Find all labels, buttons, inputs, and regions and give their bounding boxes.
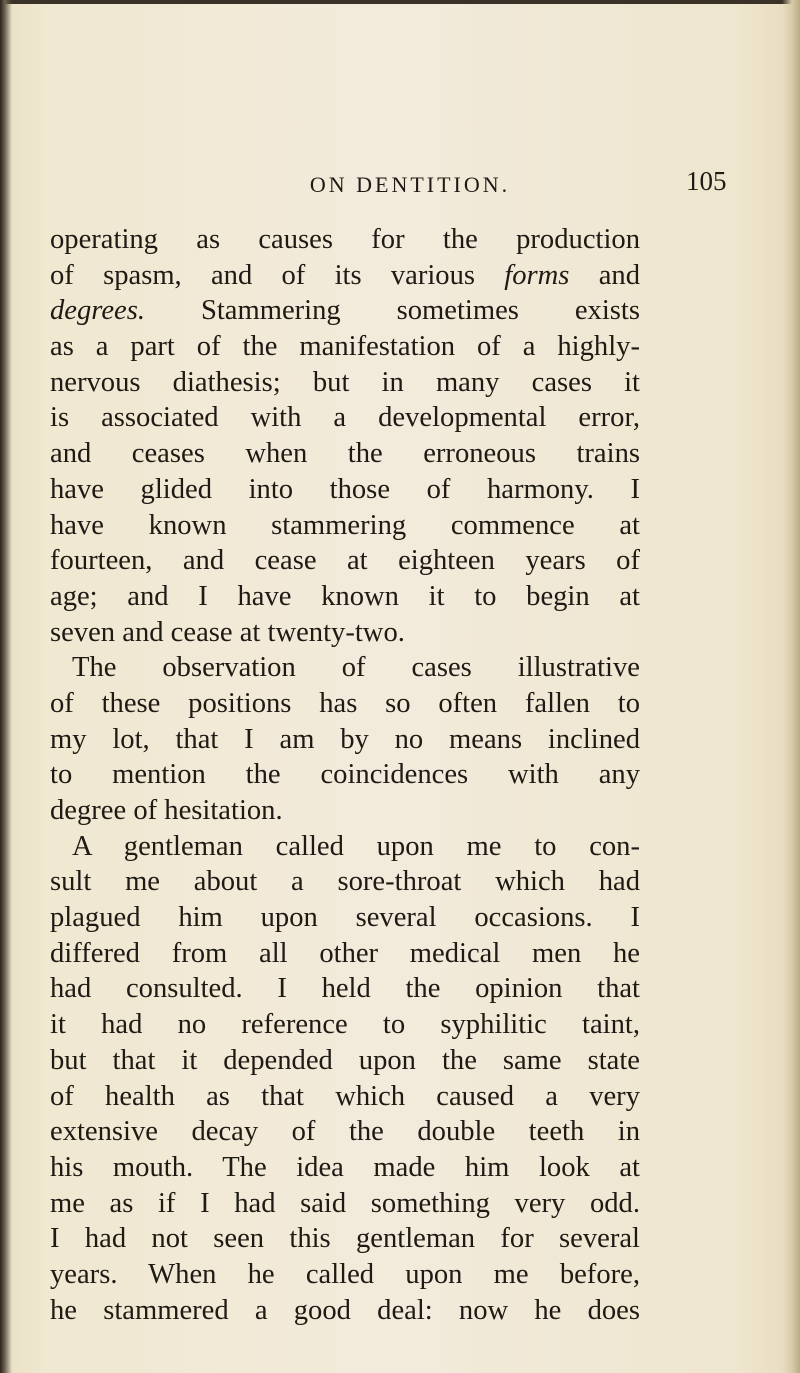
binding-edge [0, 0, 12, 1373]
text-line: The observation of cases illustrative [72, 652, 640, 684]
text-line: his mouth. The idea made him look at [50, 1151, 640, 1183]
text-line: operating as causes for the production [50, 224, 640, 255]
running-title: ON DENTITION. [309, 172, 511, 197]
running-head [0, 160, 800, 200]
text-line: fourteen, and cease at eighteen years of [50, 545, 640, 577]
text-segment: and [598, 259, 640, 291]
text-line: me as if I had said something very odd. [50, 1187, 640, 1219]
text-line: it had no reference to syphilitic taint, [50, 1009, 640, 1041]
text-line: of health as that which caused a very [50, 1080, 640, 1112]
text-line: is associated with a developmental error, [50, 402, 640, 434]
page-number: 105 [686, 166, 727, 196]
text-line: my lot, that I am by no means inclined [50, 723, 640, 755]
text-line: and ceases when the erroneous trains [50, 438, 640, 470]
text-line [50, 258, 640, 294]
text-line: years. When he called upon me before, [50, 1258, 640, 1290]
text-line: have known stammering commence at [50, 509, 640, 541]
text-segment: of spasm, and of its various [50, 259, 476, 291]
text-line: differed from all other medical men he [50, 937, 640, 969]
text-line: had consulted. I held the opinion that [50, 973, 640, 1005]
text-line: nervous diathesis; but in many cases it [50, 366, 640, 398]
text-line: degree of hesitation. [50, 795, 283, 826]
text-line: plagued him upon several occasions. I [50, 902, 640, 934]
page-top-edge [0, 0, 800, 4]
text-line: seven and cease at twenty-two. [50, 616, 405, 648]
text-line: A gentleman called upon me to con- [72, 830, 640, 862]
body-text [50, 222, 640, 1328]
text-line: as a part of the manifestation of a highly- [50, 331, 640, 363]
text-line: sult me about a sore-throat which had [50, 866, 640, 898]
page-fore-edge [782, 0, 800, 1373]
text-line: of these positions has so often fallen to [50, 687, 640, 719]
text-line: I had not seen this gentleman for several [50, 1223, 640, 1255]
text-line [50, 293, 640, 329]
text-line: he stammered a good deal: now he does [50, 1294, 640, 1326]
text-line: but that it depended upon the same state [50, 1044, 640, 1076]
text-line: age; and I have known it to begin at [50, 580, 640, 612]
text-line: extensive decay of the double teeth in [50, 1116, 640, 1148]
italic-word-forms: forms [504, 259, 570, 291]
text-line: to mention the coincidences with any [50, 759, 640, 791]
italic-word-degrees: degrees. [50, 295, 146, 327]
text-segment: Stammering sometimes exists [200, 295, 640, 327]
text-line: have glided into those of harmony. I [50, 473, 640, 505]
